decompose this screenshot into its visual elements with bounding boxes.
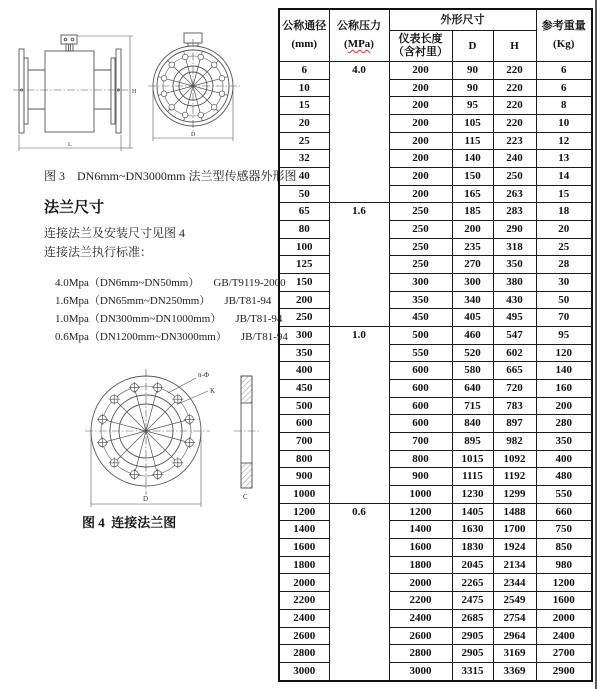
spec-row	[279, 221, 592, 239]
cell-weight: 120	[536, 344, 592, 362]
cell-diameter: 1000	[279, 486, 329, 504]
fig3-length-label: L	[68, 142, 72, 148]
cell-weight: 12	[536, 132, 592, 150]
fig4-thickness-label: C	[243, 493, 248, 501]
spec-row	[279, 380, 592, 398]
standard-range: 1.6Mpa（DN65mm~DN250mm）	[55, 295, 211, 307]
cell-diameter: 10	[279, 79, 329, 97]
cell-weight: 6	[536, 79, 592, 97]
cell-weight: 550	[536, 486, 592, 504]
cell-d: 2475	[452, 592, 493, 610]
header-d: D	[452, 31, 493, 62]
fig3-diameter-label: D	[191, 132, 196, 138]
cell-length: 600	[389, 362, 452, 380]
cell-length: 300	[389, 274, 452, 292]
flange-section-heading: 法兰尺寸	[44, 200, 105, 216]
cell-h: 720	[493, 380, 536, 398]
cell-d: 1405	[452, 503, 493, 521]
cell-diameter: 25	[279, 132, 329, 150]
cell-length: 3000	[389, 662, 452, 681]
cell-diameter: 1400	[279, 521, 329, 539]
cell-d: 2265	[452, 574, 493, 592]
cell-diameter: 600	[279, 415, 329, 433]
cell-length: 350	[389, 291, 452, 309]
cell-diameter: 20	[279, 115, 329, 133]
cell-h: 220	[493, 62, 536, 80]
cell-diameter: 300	[279, 327, 329, 345]
cell-diameter: 200	[279, 291, 329, 309]
spec-row	[279, 415, 592, 433]
spec-row	[279, 556, 592, 574]
cell-h: 1192	[493, 468, 536, 486]
spec-row	[279, 521, 592, 539]
cell-h: 240	[493, 150, 536, 168]
cell-weight: 28	[536, 256, 592, 274]
cell-d: 300	[452, 274, 493, 292]
cell-pressure: 0.6	[329, 503, 389, 681]
cell-weight: 660	[536, 503, 592, 521]
cell-h: 3369	[493, 662, 536, 681]
cell-length: 250	[389, 256, 452, 274]
cell-diameter: 80	[279, 221, 329, 239]
cell-d: 2685	[452, 609, 493, 627]
cell-d: 200	[452, 221, 493, 239]
cell-weight: 18	[536, 203, 592, 221]
cell-diameter: 1600	[279, 539, 329, 557]
cell-diameter: 6	[279, 62, 329, 80]
cell-diameter: 700	[279, 433, 329, 451]
spec-row	[279, 433, 592, 451]
cell-diameter: 150	[279, 274, 329, 292]
cell-length: 250	[389, 203, 452, 221]
cell-weight: 1600	[536, 592, 592, 610]
cell-d: 580	[452, 362, 493, 380]
header-dimensions: 外形尺寸	[389, 9, 536, 31]
cell-h: 430	[493, 291, 536, 309]
standard-code: JB/T81-94	[240, 331, 288, 343]
cell-pressure: 1.0	[329, 327, 389, 504]
cell-h: 602	[493, 344, 536, 362]
cell-h: 547	[493, 327, 536, 345]
cell-weight: 95	[536, 327, 592, 345]
cell-length: 500	[389, 327, 452, 345]
spec-row	[279, 592, 592, 610]
cell-d: 1015	[452, 450, 493, 468]
cell-diameter: 2000	[279, 574, 329, 592]
spec-table	[278, 8, 593, 682]
cell-length: 600	[389, 415, 452, 433]
cell-length: 1400	[389, 521, 452, 539]
cell-diameter: 3000	[279, 662, 329, 681]
cell-d: 165	[452, 185, 493, 203]
cell-h: 2344	[493, 574, 536, 592]
cell-d: 460	[452, 327, 493, 345]
cell-h: 3169	[493, 645, 536, 663]
cell-diameter: 15	[279, 97, 329, 115]
cell-length: 600	[389, 397, 452, 415]
spec-row	[279, 97, 592, 115]
cell-length: 200	[389, 168, 452, 186]
cell-h: 2964	[493, 627, 536, 645]
cell-diameter: 1200	[279, 503, 329, 521]
cell-weight: 2400	[536, 627, 592, 645]
cell-h: 220	[493, 97, 536, 115]
cell-h: 263	[493, 185, 536, 203]
cell-h: 1092	[493, 450, 536, 468]
cell-diameter: 400	[279, 362, 329, 380]
header-length: 仪表长度 （含衬里）	[389, 31, 452, 62]
cell-d: 2905	[452, 627, 493, 645]
cell-h: 2754	[493, 609, 536, 627]
standard-line	[44, 316, 288, 356]
spec-row	[279, 79, 592, 97]
cell-d: 150	[452, 168, 493, 186]
spec-row	[279, 450, 592, 468]
spec-row	[279, 150, 592, 168]
cell-h: 380	[493, 274, 536, 292]
cell-weight: 25	[536, 238, 592, 256]
cell-weight: 10	[536, 115, 592, 133]
cell-length: 250	[389, 238, 452, 256]
cell-length: 2400	[389, 609, 452, 627]
spec-row	[279, 291, 592, 309]
cell-h: 2549	[493, 592, 536, 610]
cell-d: 405	[452, 309, 493, 327]
cell-weight: 70	[536, 309, 592, 327]
cell-weight: 20	[536, 221, 592, 239]
spec-row	[279, 362, 592, 380]
cell-d: 2905	[452, 645, 493, 663]
standard-code: JB/T81-94	[224, 295, 272, 307]
cell-weight: 200	[536, 397, 592, 415]
cell-weight: 50	[536, 291, 592, 309]
cell-d: 3315	[452, 662, 493, 681]
cell-length: 450	[389, 309, 452, 327]
cell-diameter: 250	[279, 309, 329, 327]
cell-d: 235	[452, 238, 493, 256]
cell-weight: 350	[536, 433, 592, 451]
spec-row	[279, 327, 592, 345]
header-pressure: 公称压力 (MPa)	[329, 9, 389, 62]
cell-diameter: 50	[279, 185, 329, 203]
cell-length: 200	[389, 132, 452, 150]
cell-weight: 15	[536, 185, 592, 203]
spec-row	[279, 574, 592, 592]
cell-h: 220	[493, 115, 536, 133]
standard-range: 0.6Mpa（DN1200mm~DN3000mm）	[55, 331, 227, 343]
cell-weight: 2900	[536, 662, 592, 681]
cell-length: 600	[389, 380, 452, 398]
cell-length: 2200	[389, 592, 452, 610]
cell-d: 1830	[452, 539, 493, 557]
cell-weight: 160	[536, 380, 592, 398]
cell-length: 1200	[389, 503, 452, 521]
cell-length: 200	[389, 150, 452, 168]
cell-weight: 400	[536, 450, 592, 468]
cell-d: 185	[452, 203, 493, 221]
spec-row	[279, 132, 592, 150]
cell-length: 200	[389, 79, 452, 97]
cell-h: 665	[493, 362, 536, 380]
cell-weight: 140	[536, 362, 592, 380]
figure3-caption: 图 3 DN6mm~DN3000mm 法兰型传感器外形图	[44, 169, 297, 183]
cell-d: 520	[452, 344, 493, 362]
cell-h: 250	[493, 168, 536, 186]
cell-h: 223	[493, 132, 536, 150]
cell-h: 897	[493, 415, 536, 433]
cell-weight: 750	[536, 521, 592, 539]
cell-weight: 2000	[536, 609, 592, 627]
cell-d: 105	[452, 115, 493, 133]
cell-d: 895	[452, 433, 493, 451]
page-right-border	[595, 0, 597, 689]
spec-row	[279, 627, 592, 645]
fig3-front-view	[148, 33, 240, 141]
spec-row	[279, 503, 592, 521]
cell-d: 1230	[452, 486, 493, 504]
cell-h: 350	[493, 256, 536, 274]
spec-row	[279, 539, 592, 557]
cell-diameter: 900	[279, 468, 329, 486]
cell-weight: 850	[536, 539, 592, 557]
cell-h: 495	[493, 309, 536, 327]
spec-row	[279, 468, 592, 486]
cell-weight: 980	[536, 556, 592, 574]
cell-length: 200	[389, 185, 452, 203]
cell-h: 2134	[493, 556, 536, 574]
cell-diameter: 2600	[279, 627, 329, 645]
spec-row	[279, 203, 592, 221]
standard-range: 4.0Mpa（DN6mm~DN50mm）	[55, 277, 200, 289]
cell-weight: 14	[536, 168, 592, 186]
spec-row	[279, 486, 592, 504]
cell-length: 1800	[389, 556, 452, 574]
flange-standards-title: 连接法兰执行标准：	[44, 245, 153, 259]
cell-d: 2045	[452, 556, 493, 574]
cell-d: 1630	[452, 521, 493, 539]
cell-length: 250	[389, 221, 452, 239]
cell-length: 2800	[389, 645, 452, 663]
cell-weight: 480	[536, 468, 592, 486]
cell-weight: 13	[536, 150, 592, 168]
spec-row	[279, 168, 592, 186]
cell-h: 283	[493, 203, 536, 221]
cell-length: 200	[389, 97, 452, 115]
cell-d: 270	[452, 256, 493, 274]
fig4-bolt-circle-label: K	[210, 387, 216, 395]
cell-h: 1488	[493, 503, 536, 521]
spec-row	[279, 62, 592, 80]
cell-weight: 8	[536, 97, 592, 115]
fig3-height-label: H	[132, 89, 137, 95]
figure3-drawing	[8, 27, 268, 162]
cell-length: 1600	[389, 539, 452, 557]
cell-weight: 2700	[536, 645, 592, 663]
cell-diameter: 100	[279, 238, 329, 256]
cell-h: 982	[493, 433, 536, 451]
cell-diameter: 500	[279, 397, 329, 415]
figure4-caption: 图 4 连接法兰图	[82, 515, 177, 530]
cell-length: 2000	[389, 574, 452, 592]
cell-diameter: 1800	[279, 556, 329, 574]
cell-length: 2600	[389, 627, 452, 645]
fig4-diameter-label: D	[143, 495, 149, 503]
cell-diameter: 40	[279, 168, 329, 186]
cell-d: 115	[452, 132, 493, 150]
cell-diameter: 65	[279, 203, 329, 221]
cell-d: 840	[452, 415, 493, 433]
cell-diameter: 2400	[279, 609, 329, 627]
cell-length: 200	[389, 62, 452, 80]
cell-length: 800	[389, 450, 452, 468]
spec-row	[279, 238, 592, 256]
cell-h: 1700	[493, 521, 536, 539]
header-h: H	[493, 31, 536, 62]
cell-d: 640	[452, 380, 493, 398]
standard-code: GB/T9119-2000	[213, 277, 286, 289]
pressure-unit: MPa	[347, 38, 371, 50]
cell-weight: 1200	[536, 574, 592, 592]
spec-row	[279, 662, 592, 681]
spec-row	[279, 256, 592, 274]
cell-h: 290	[493, 221, 536, 239]
spec-row	[279, 344, 592, 362]
cell-diameter: 350	[279, 344, 329, 362]
cell-d: 95	[452, 97, 493, 115]
cell-d: 715	[452, 397, 493, 415]
cell-d: 340	[452, 291, 493, 309]
spec-row	[279, 115, 592, 133]
cell-length: 900	[389, 468, 452, 486]
spec-row	[279, 645, 592, 663]
figure4-drawing	[60, 355, 270, 515]
spec-row	[279, 309, 592, 327]
cell-h: 318	[493, 238, 536, 256]
cell-weight: 6	[536, 62, 592, 80]
standard-range: 1.0Mpa（DN300mm~DN1000mm）	[55, 313, 222, 325]
fig3-side-view	[13, 35, 133, 151]
spec-row	[279, 609, 592, 627]
cell-weight: 30	[536, 274, 592, 292]
fig4-section-view	[234, 376, 260, 488]
cell-d: 90	[452, 62, 493, 80]
spec-row	[279, 185, 592, 203]
cell-length: 200	[389, 115, 452, 133]
cell-h: 1299	[493, 486, 536, 504]
cell-h: 220	[493, 79, 536, 97]
cell-d: 1115	[452, 468, 493, 486]
cell-h: 783	[493, 397, 536, 415]
spec-row	[279, 274, 592, 292]
spec-row	[279, 397, 592, 415]
fig4-bolts-label: n-Φ	[198, 371, 209, 379]
cell-diameter: 2200	[279, 592, 329, 610]
cell-diameter: 2800	[279, 645, 329, 663]
cell-h: 1924	[493, 539, 536, 557]
cell-length: 700	[389, 433, 452, 451]
cell-d: 140	[452, 150, 493, 168]
cell-length: 550	[389, 344, 452, 362]
header-diameter: 公称通径 (mm)	[279, 9, 329, 62]
standard-code: JB/T81-94	[235, 313, 283, 325]
cell-d: 90	[452, 79, 493, 97]
header-weight: 参考重量 (Kg)	[536, 9, 592, 62]
fig4-flange-face	[85, 369, 210, 507]
cell-weight: 280	[536, 415, 592, 433]
cell-diameter: 800	[279, 450, 329, 468]
cell-pressure: 1.6	[329, 203, 389, 327]
spec-table-body	[279, 62, 592, 682]
cell-pressure: 4.0	[329, 62, 389, 203]
flange-intro-line: 连接法兰及安装尺寸见图 4	[44, 226, 186, 240]
cell-diameter: 125	[279, 256, 329, 274]
cell-diameter: 32	[279, 150, 329, 168]
cell-diameter: 450	[279, 380, 329, 398]
cell-length: 1000	[389, 486, 452, 504]
